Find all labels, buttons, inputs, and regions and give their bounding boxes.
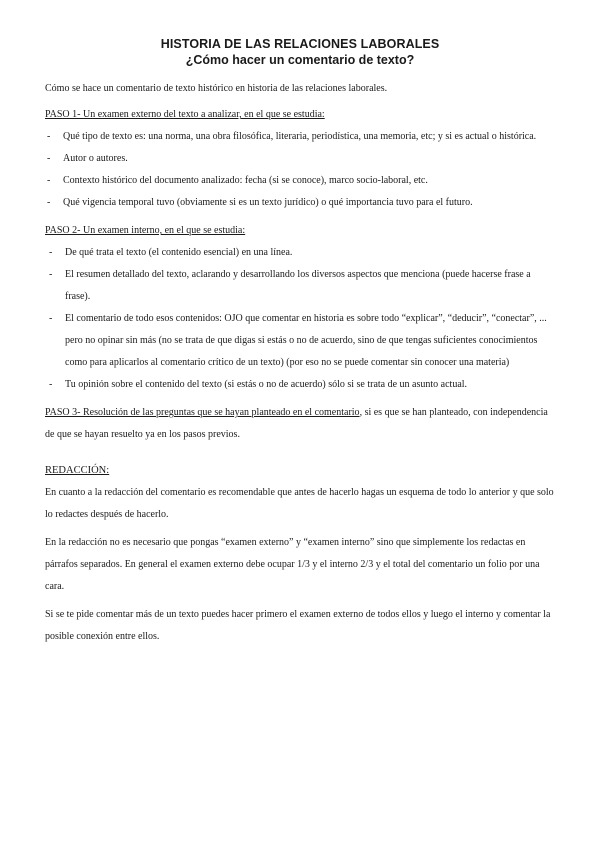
paso2-list bbox=[45, 242, 555, 396]
redaccion-heading: REDACCIÓN: bbox=[45, 465, 110, 476]
redaccion-paragraph: En la redacción no es necesario que pongas “examen externo” y “examen interno” sino que simplemente los redactas en párrafos separados. En general el examen externo debe ocupar 1/3 y el interno 2/3 y el total del comentario un folio por una cara. bbox=[45, 537, 540, 592]
intro-paragraph: Cómo se hace un comentario de texto histórico en historia de las relaciones laborales. bbox=[45, 83, 388, 94]
list-item: - Contexto histórico del documento analizado: fecha (si se conoce), marco socio-laboral, etc. bbox=[45, 170, 555, 192]
list-item: - De qué trata el texto (el contenido esencial) en una línea. bbox=[47, 242, 555, 264]
document-subtitle: ¿Cómo hacer un comentario de texto? bbox=[185, 53, 415, 67]
redaccion-paragraph: Si se te pide comentar más de un texto puedes hacer primero el examen externo de todos ellos y luego el interno y comentar la posible conexión entre ellos. bbox=[45, 609, 551, 642]
list-item: - El comentario de todo esos contenidos: OJO que comentar en historia es sobre todo “explicar”, “deducir”, “conectar”, ... pero no opinar sin más (no se trata de que digas si estás o no de acuerdo, sino de que tengas suficientes conocimientos como para aplicarlos al comentario crítico de un texto) (por eso no se puede comentar sin conocer una materia) bbox=[47, 308, 555, 374]
paso1-heading: PASO 1- Un examen externo del texto a analizar, en el que se estudia: bbox=[45, 109, 325, 120]
document-title: HISTORIA DE LAS RELACIONES LABORALES bbox=[160, 37, 440, 51]
redaccion-paragraph: En cuanto a la redacción del comentario es recomendable que antes de hacerlo hagas un esquema de todo lo anterior y que solo lo redactes después de hacerlo. bbox=[45, 487, 554, 520]
list-item: - Qué vigencia temporal tuvo (obviamente si es un texto jurídico) o qué importancia tuvo para el futuro. bbox=[45, 192, 555, 214]
list-item: - Tu opinión sobre el contenido del texto (si estás o no de acuerdo) sólo si se trata de un asunto actual. bbox=[47, 374, 555, 396]
paso1-list bbox=[45, 126, 555, 214]
paso3-paragraph bbox=[45, 402, 555, 446]
list-item: - Autor o autores. bbox=[45, 148, 555, 170]
paso3-heading: PASO 3- Resolución de las preguntas que se hayan planteado en el comentario bbox=[45, 407, 360, 418]
paso2-heading: PASO 2- Un examen interno, en el que se estudia: bbox=[45, 225, 246, 236]
list-item: - Qué tipo de texto es: una norma, una obra filosófica, literaria, periodística, una memoria, etc; y si es actual o histórica. bbox=[45, 126, 555, 148]
list-item: - El resumen detallado del texto, aclarando y desarrollando los diversos aspectos que menciona (puede hacerse frase a frase). bbox=[47, 264, 555, 308]
paso3-text: , si es que se han planteado, con independencia de que se hayan resuelto ya en los pasos previos. bbox=[45, 407, 548, 440]
